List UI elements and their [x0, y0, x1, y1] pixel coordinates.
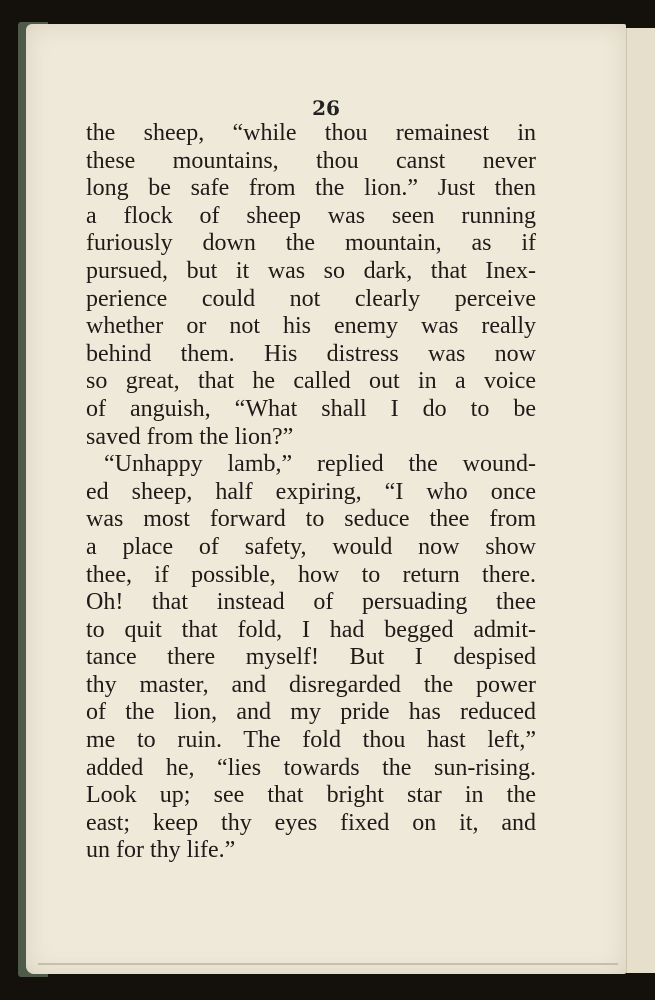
page-bottom-edge — [38, 963, 618, 965]
page-number: 26 — [312, 96, 340, 120]
text-line: saved from the lion?” — [86, 423, 294, 450]
text-line: Oh! that instead of persuading thee — [86, 589, 536, 616]
text-line: the sheep, “while thou remainest in — [86, 120, 536, 146]
text-line: of anguish, “What shall I do to be — [86, 395, 536, 422]
text-line: thy master, and disregarded the power — [86, 671, 536, 698]
text-line: me to ruin. The fold thou hast left,” — [86, 727, 536, 754]
text-line: was most forward to seduce thee from — [86, 506, 536, 533]
text-line: so great, that he called out in a voice — [86, 368, 536, 395]
text-line: of the lion, and my pride has reduced — [86, 699, 536, 726]
text-line: pursued, but it was so dark, that Inex- — [86, 257, 536, 284]
text-line: thee, if possible, how to return there. — [86, 561, 536, 588]
text-line: un for thy life.” — [86, 837, 236, 864]
text-line: a flock of sheep was seen running — [86, 202, 536, 229]
text-line: furiously down the mountain, as if — [86, 230, 536, 257]
page-text — [86, 120, 536, 865]
text-line: “Unhappy lamb,” replied the wound- — [104, 451, 536, 478]
text-line: added he, “lies towards the sun-rising. — [86, 754, 536, 781]
text-line: perience could not clearly perceive — [86, 285, 536, 312]
adjacent-page-edge — [626, 28, 655, 973]
text-line: whether or not his enemy was really — [86, 313, 536, 340]
text-line: behind them. His distress was now — [86, 340, 536, 367]
text-line: these mountains, thou canst never — [86, 147, 536, 174]
text-line: long be safe from the lion.” Just then — [86, 175, 536, 202]
text-line: tance there myself! But I despised — [86, 644, 536, 671]
text-line: ed sheep, half expiring, “I who once — [86, 478, 536, 505]
text-line: a place of safety, would now show — [86, 533, 536, 560]
text-line: Look up; see that bright star in the — [86, 782, 536, 809]
text-line: to quit that fold, I had begged admit- — [86, 616, 536, 643]
text-line: east; keep thy eyes fixed on it, and — [86, 809, 536, 836]
